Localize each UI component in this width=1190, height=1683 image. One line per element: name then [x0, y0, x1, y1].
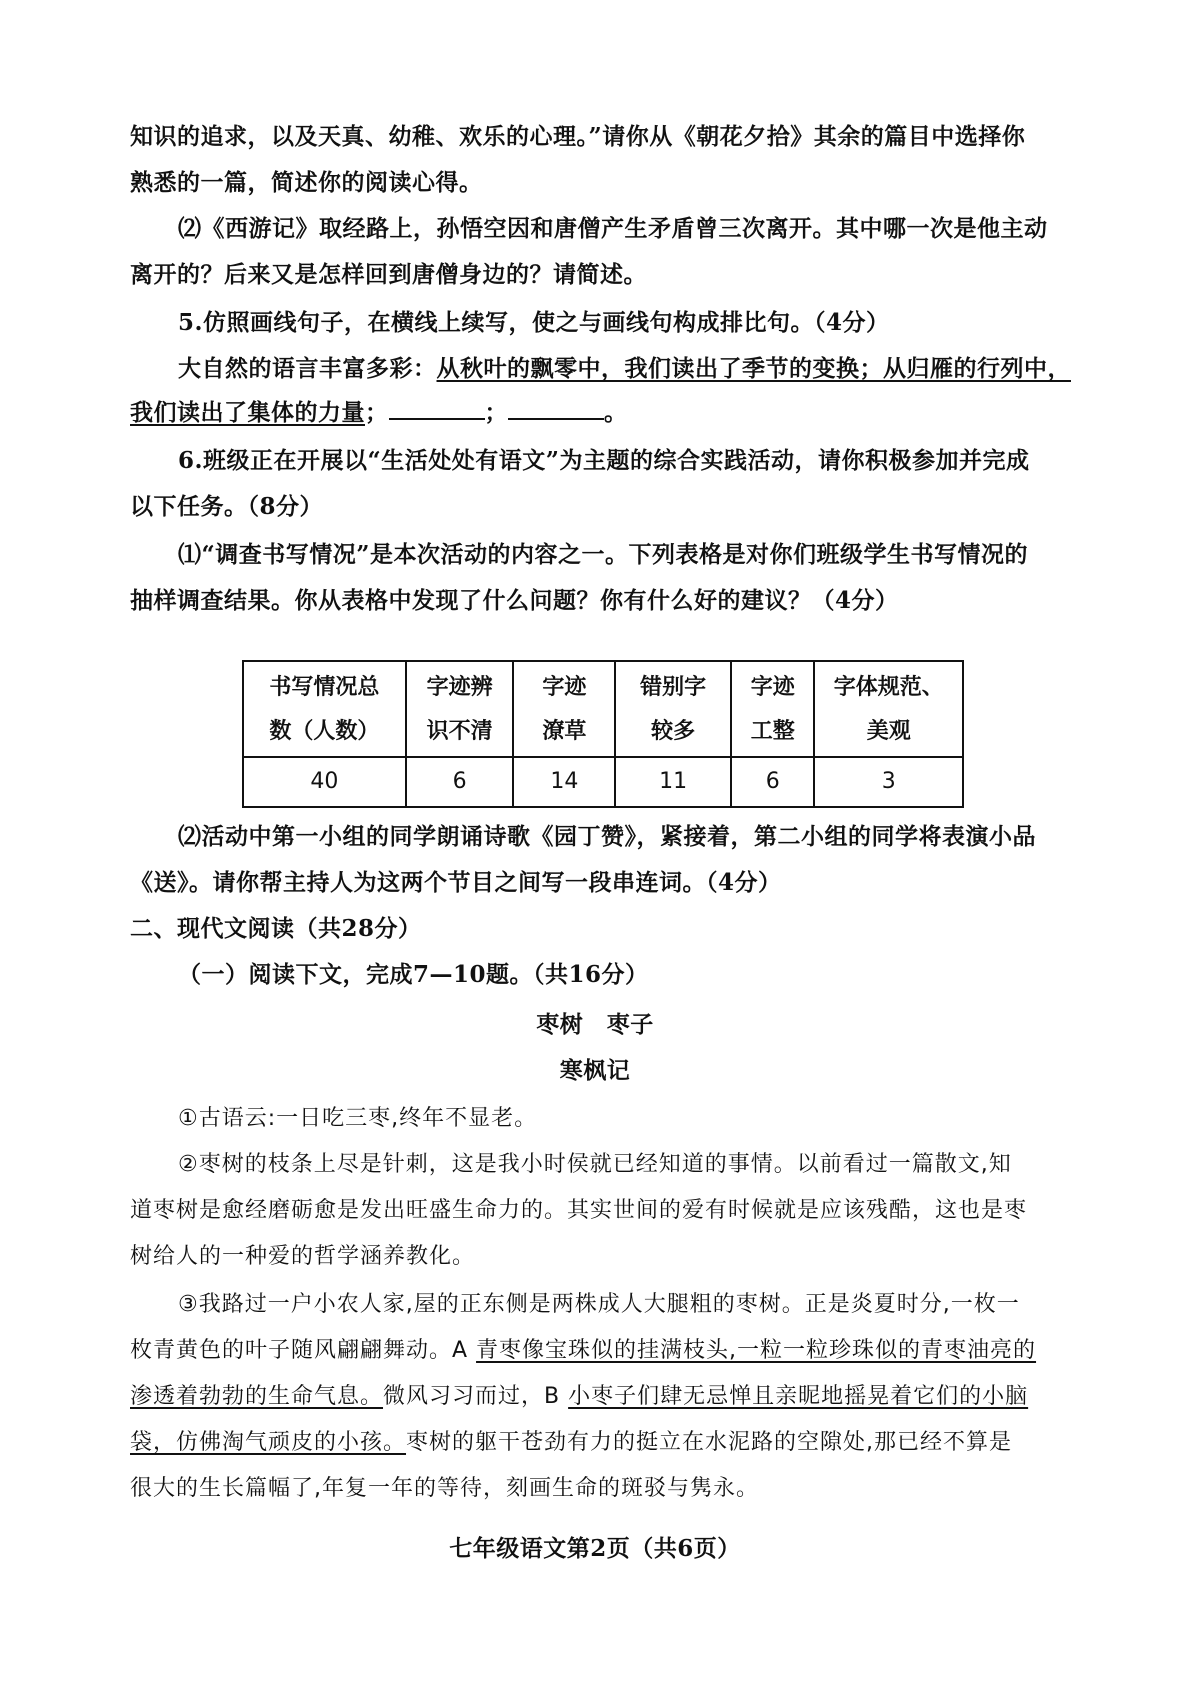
- q4-line-1: 知识的追求，以及天真、幼稚、欢乐的心理。”请你从《朝花夕拾》其余的篇目中选择你: [130, 123, 1026, 150]
- passage-p3-line-3: [130, 1382, 1070, 1412]
- header-illegible: 字迹辨 识不清: [406, 661, 514, 757]
- q5-underlined-2: 我们读出了集体的力量: [130, 399, 365, 426]
- section-2-part-1: （一）阅读下文，完成7—10题。（共16分）: [178, 961, 649, 988]
- header-total: 书写情况总 数（人数）: [243, 661, 406, 757]
- q6-sub1-line-2: 抽样调查结果。你从表格中发现了什么问题？你有什么好的建议？（4分）: [130, 587, 899, 614]
- q5-example-line-2: [130, 398, 1070, 428]
- value-standard: 3: [814, 757, 963, 807]
- passage-p2-line-1: ②枣树的枝条上尽是针刺，这是我小时侯就已经知道的事情。以前看过一篇散文,知: [178, 1152, 1012, 1177]
- passage-underlined-b-end: 袋，仿佛淘气顽皮的小孩。: [130, 1430, 407, 1455]
- header-standard: 字体规范、 美观: [814, 661, 963, 757]
- header-scrawled: 字迹 潦草: [513, 661, 615, 757]
- page-footer: 七年级语文第2页（共6页）: [449, 1535, 741, 1562]
- passage-title: 枣树 枣子: [536, 1011, 654, 1038]
- q5-end: 。: [604, 399, 628, 426]
- passage-underlined-b: 小枣子们肆无忌惮且亲昵地摇晃着它们的小脑: [568, 1384, 1029, 1409]
- q4-sub2-line-2: 离开的？后来又是怎样回到唐僧身边的？请简述。: [130, 261, 647, 288]
- writing-survey-table: [242, 660, 964, 808]
- q5-separator-2: ；: [484, 399, 508, 426]
- q6-sub1-line-1: ⑴“调查书写情况”是本次活动的内容之一。下列表格是对你们班级学生书写情况的: [178, 541, 1028, 568]
- table-header-row: [243, 661, 963, 757]
- passage-author: 寒枫记: [559, 1057, 631, 1084]
- passage-p3-text-b: 微风习习而过，B: [383, 1384, 569, 1409]
- value-total: 40: [243, 757, 406, 807]
- q6-prompt-line-1: 6.班级正在开展以“生活处处有语文”为主题的综合实践活动，请你积极参加并完成: [178, 447, 1030, 474]
- value-typos: 11: [615, 757, 731, 807]
- q5-underlined-1: 从秋叶的飘零中，我们读出了季节的变换；从归雁的行列中，: [436, 355, 1071, 382]
- passage-underlined-a-end: 渗透着勃勃的生命气息。: [130, 1384, 384, 1409]
- passage-underlined-a: 青枣像宝珠似的挂满枝头,一粒一粒珍珠似的青枣油亮的: [476, 1338, 1037, 1363]
- q5-lead: 大自然的语言丰富多彩：: [178, 355, 437, 382]
- q6-sub2-line-2: 《送》。请你帮主持人为这两个节目之间写一段串连词。（4分）: [130, 869, 782, 896]
- passage-p2-line-2: 道枣树是愈经磨砺愈是发出旺盛生命力的。其实世间的爱有时候就是应该残酷，这也是枣: [130, 1198, 1028, 1223]
- q5-separator-1: ；: [365, 399, 389, 426]
- passage-p2-line-3: 树给人的一种爱的哲学涵养教化。: [130, 1244, 476, 1269]
- section-2-heading: 二、现代文阅读（共28分）: [130, 915, 422, 942]
- header-typos: 错别字 较多: [615, 661, 731, 757]
- q5-blank-2[interactable]: [508, 398, 604, 420]
- passage-p3-text-c: 枣树的躯干苍劲有力的挺立在水泥路的空隙处,那已经不算是: [406, 1430, 1013, 1455]
- value-neat: 6: [731, 757, 814, 807]
- passage-p3-line-5: 很大的生长篇幅了,年复一年的等待，刻画生命的斑驳与隽永。: [130, 1476, 759, 1501]
- q5-blank-1[interactable]: [389, 398, 485, 420]
- passage-p3-line-1: ③我路过一户小农人家,屋的正东侧是两株成人大腿粗的枣树。正是炎夏时分,一枚一: [178, 1292, 1020, 1317]
- header-neat: 字迹 工整: [731, 661, 814, 757]
- q4-sub2-line-1: ⑵《西游记》取经路上，孙悟空因和唐僧产生矛盾曾三次离开。其中哪一次是他主动: [178, 215, 1048, 242]
- value-illegible: 6: [406, 757, 514, 807]
- passage-p3-text-a: 枚青黄色的叶子随风翩翩舞动。A: [130, 1338, 477, 1363]
- q6-sub2-line-1: ⑵活动中第一小组的同学朗诵诗歌《园丁赞》，紧接着，第二小组的同学将表演小品: [178, 823, 1036, 850]
- q6-prompt-line-2: 以下任务。（8分）: [130, 493, 324, 520]
- passage-p3-line-2: [130, 1336, 1070, 1366]
- q5-prompt: 5.仿照画线句子，在横线上续写，使之与画线句构成排比句。（4分）: [178, 309, 890, 336]
- q4-line-2: 熟悉的一篇，简述你的阅读心得。: [130, 169, 483, 196]
- passage-paragraph-1: ①古语云:一日吃三枣,终年不显老。: [178, 1106, 538, 1131]
- q5-example-line-1: [178, 354, 1070, 384]
- table-row: [243, 757, 963, 807]
- passage-p3-line-4: [130, 1428, 1070, 1458]
- value-scrawled: 14: [513, 757, 615, 807]
